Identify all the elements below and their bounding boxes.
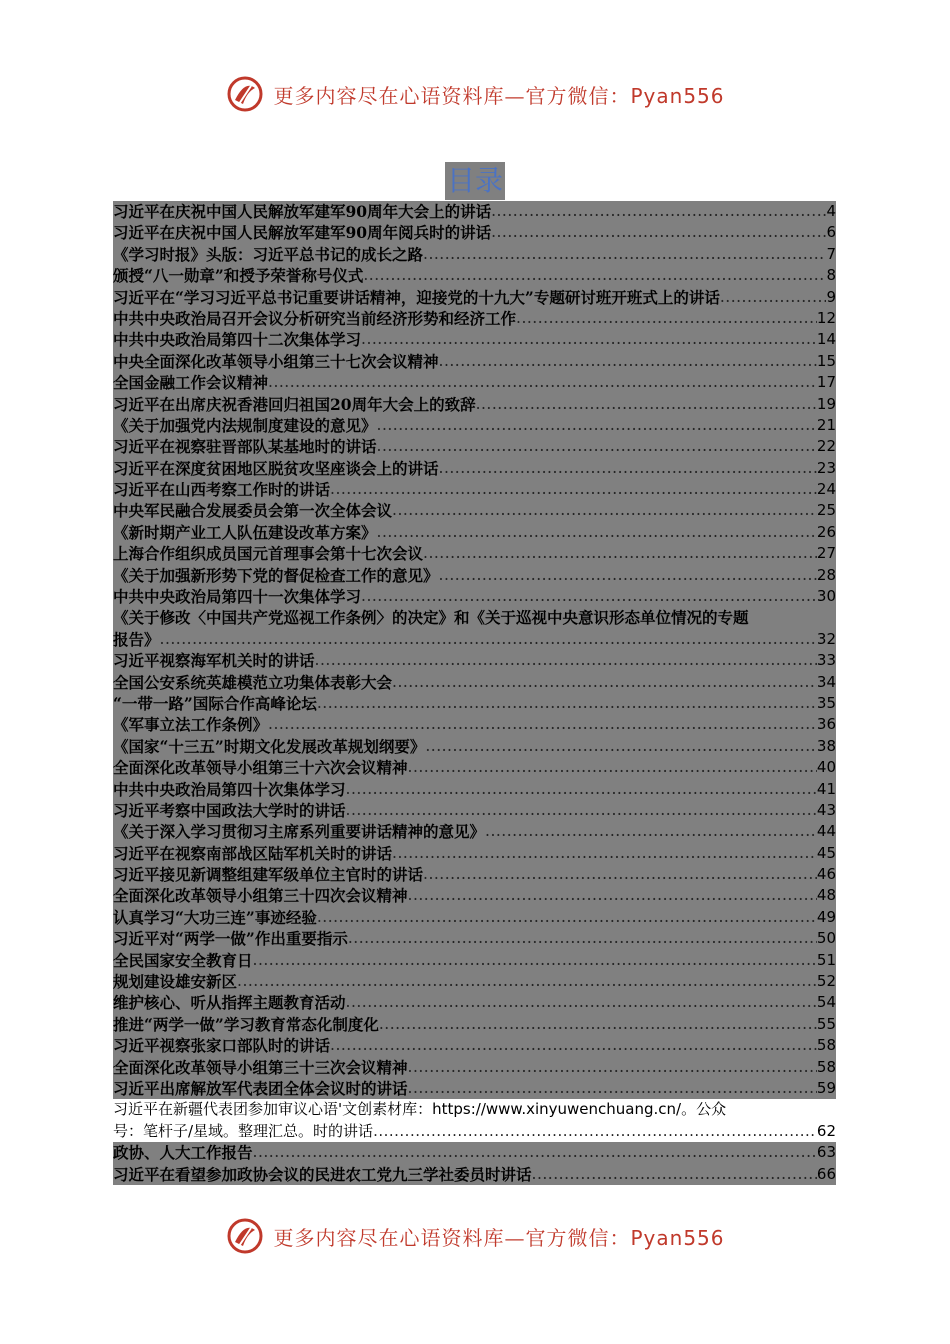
toc-leader-dots <box>361 329 817 350</box>
toc-page-number: 50 <box>816 929 836 948</box>
toc-entry-title: 习近平接见新调整组建军级单位主官时的讲话 <box>113 865 424 885</box>
toc-entry-title: 习近平在视察南部战区陆军机关时的讲话 <box>113 843 393 863</box>
toc-entry-title: 全面深化改革领导小组第三十六次会议精神 <box>113 758 408 778</box>
toc-entry-title: 《关于加强新形势下党的督促检查工作的意见》 <box>113 565 439 585</box>
toc-entry-title: 推进“两学一做”学习教育常态化制度化 <box>113 1014 379 1034</box>
toc-leader-dots <box>476 394 817 415</box>
toc-entry-title: 全面深化改革领导小组第三十四次会议精神 <box>113 886 408 906</box>
toc-leader-dots <box>315 650 817 671</box>
toc-page-number: 8 <box>826 266 836 285</box>
toc-entry[interactable] <box>113 886 836 907</box>
toc-entry[interactable] <box>113 1014 836 1035</box>
toc-page-number: 14 <box>816 330 836 349</box>
toc-title-wrap <box>0 162 950 200</box>
toc-page-number: 32 <box>816 629 836 648</box>
toc-page-number: 19 <box>816 394 836 413</box>
toc-entry-line[interactable] <box>113 607 836 628</box>
toc-entry[interactable] <box>113 928 836 949</box>
toc-entry[interactable] <box>113 265 836 286</box>
toc-leader-dots <box>361 586 817 607</box>
toc-entry-title: 习近平视察张家口部队时的讲话 <box>113 1036 331 1056</box>
toc-entry[interactable] <box>113 629 836 650</box>
toc-entry-title: 习近平在视察驻晋部队某基地时的讲话 <box>113 437 377 457</box>
toc-page-number: 44 <box>816 822 836 841</box>
toc-entry[interactable] <box>113 779 836 800</box>
toc-entry-title: 颁授“八一勋章”和授予荣誉称号仪式 <box>113 266 364 286</box>
toc-page-number: 58 <box>816 1036 836 1055</box>
toc-leader-dots <box>363 265 826 286</box>
toc-entry[interactable] <box>113 950 836 971</box>
footer-banner-text: 更多内容尽在心语资料库—官方微信：Pyan556 <box>273 1225 725 1250</box>
toc-entry-title: 号：笔杆子/星域。整理汇总。时的讲话 <box>113 1121 374 1140</box>
toc-leader-dots <box>423 543 817 564</box>
toc-leader-dots <box>491 222 826 243</box>
toc-page-number: 34 <box>816 672 836 691</box>
toc-page-number: 41 <box>816 779 836 798</box>
toc-leader-dots <box>317 693 817 714</box>
toc-entry[interactable] <box>113 565 836 586</box>
toc-page-number: 46 <box>816 865 836 884</box>
toc-entry[interactable] <box>113 543 836 564</box>
toc-page-number: 45 <box>816 843 836 862</box>
toc-entry[interactable] <box>113 522 836 543</box>
toc-leader-dots <box>373 1121 817 1142</box>
toc-entry[interactable] <box>113 1164 836 1185</box>
toc-entry-title: 中共中央政治局第四十次集体学习 <box>113 779 346 799</box>
toc-entry-title: 习近平考察中国政法大学时的讲话 <box>113 800 346 820</box>
toc-entry[interactable] <box>113 992 836 1013</box>
toc-entry[interactable] <box>113 1078 836 1099</box>
toc-entry[interactable] <box>113 394 836 415</box>
toc-entry-title: 习近平在出席庆祝香港回归祖国20周年大会上的致辞 <box>113 394 476 414</box>
toc-entry[interactable] <box>113 843 836 864</box>
toc-entry[interactable] <box>113 329 836 350</box>
xinyu-logo-icon <box>225 74 265 114</box>
toc-page-number: 7 <box>826 244 836 263</box>
toc-entry-title: 习近平在庆祝中国人民解放军建军90周年大会上的讲话 <box>113 201 492 221</box>
toc-leader-dots <box>408 1057 817 1078</box>
toc-leader-dots <box>346 800 817 821</box>
toc-page-number: 27 <box>816 544 836 563</box>
footer-banner <box>0 1212 950 1260</box>
toc-page-number: 66 <box>816 1164 836 1183</box>
toc-entry[interactable] <box>113 800 836 821</box>
toc-page-number: 40 <box>816 758 836 777</box>
toc-leader-dots <box>160 629 817 650</box>
toc-leader-dots <box>268 372 817 393</box>
toc-entry[interactable] <box>113 244 836 265</box>
toc-entry[interactable] <box>113 479 836 500</box>
toc-entry-title: 习近平在深度贫困地区脱贫攻坚座谈会上的讲话 <box>113 458 439 478</box>
toc-entry[interactable] <box>113 1035 836 1056</box>
toc-leader-dots <box>348 928 817 949</box>
toc-leader-dots <box>392 672 817 693</box>
toc-page-number: 52 <box>816 972 836 991</box>
toc-leader-dots <box>392 843 817 864</box>
toc-entry[interactable] <box>113 1121 836 1142</box>
toc-entry-title: 习近平出席解放军代表团全体会议时的讲话 <box>113 1079 408 1098</box>
toc-page-number: 30 <box>816 587 836 606</box>
toc-entry[interactable] <box>113 736 836 757</box>
toc-entry-title: 认真学习“大功三连”事迹经验 <box>113 907 317 927</box>
toc-entry-title: 全面深化改革领导小组第三十三次会议精神 <box>113 1057 408 1077</box>
toc-entry[interactable] <box>113 308 836 329</box>
toc-entry-title: 中共中央政治局第四十一次集体学习 <box>113 587 362 607</box>
toc-entry-title: 习近平对“两学一做”作出重要指示 <box>113 929 348 949</box>
toc-leader-dots <box>346 779 817 800</box>
toc-entry[interactable] <box>113 586 836 607</box>
toc-entry-title: 习近平在山西考察工作时的讲话 <box>113 480 331 500</box>
toc-page-number: 36 <box>816 715 836 734</box>
toc-page-number: 48 <box>816 886 836 905</box>
toc-page-number: 12 <box>816 308 836 327</box>
toc-leader-dots <box>491 201 826 222</box>
header-banner-text: 更多内容尽在心语资料库—官方微信：Pyan556 <box>273 83 725 108</box>
toc-page-number: 58 <box>816 1057 836 1076</box>
toc-entry[interactable] <box>113 458 836 479</box>
toc-entry-title: 习近平在庆祝中国人民解放军建军90周年阅兵时的讲话 <box>113 223 492 243</box>
toc-leader-dots <box>532 1164 817 1185</box>
toc-page-number: 63 <box>816 1143 836 1162</box>
toc-entry-title: 《关于加强党内法规制度建设的意见》 <box>113 415 377 435</box>
toc-leader-dots <box>253 1142 817 1163</box>
toc-leader-dots <box>439 458 817 479</box>
toc-leader-dots <box>268 714 817 735</box>
table-of-contents <box>113 201 836 1185</box>
toc-entry-title: 习近平在新疆代表团参加审议心语'文创素材库：https://www.xinyuwenchuang.cn/。公众 <box>113 1100 727 1119</box>
toc-entry-title: 政协、人大工作报告 <box>113 1143 253 1163</box>
toc-entry[interactable] <box>113 821 836 842</box>
toc-entry[interactable] <box>113 222 836 243</box>
toc-leader-dots <box>379 1014 817 1035</box>
toc-entry[interactable] <box>113 372 836 393</box>
toc-entry-title: “一带一路”国际合作高峰论坛 <box>113 693 317 713</box>
toc-page-number: 22 <box>816 437 836 456</box>
toc-page-number: 59 <box>816 1079 836 1097</box>
toc-entry[interactable] <box>113 971 836 992</box>
toc-page-number: 54 <box>816 993 836 1012</box>
toc-page-number: 49 <box>816 907 836 926</box>
toc-page-number: 38 <box>816 736 836 755</box>
toc-entry[interactable] <box>113 201 836 222</box>
toc-entry[interactable] <box>113 500 836 521</box>
toc-leader-dots <box>392 500 817 521</box>
toc-leader-dots <box>346 992 817 1013</box>
toc-leader-dots <box>408 1078 817 1099</box>
toc-entry[interactable] <box>113 287 836 308</box>
toc-entry-title: 习近平视察海军机关时的讲话 <box>113 651 315 671</box>
toc-entry-title: 习近平在看望参加政协会议的民进农工党九三学社委员时讲话 <box>113 1164 532 1184</box>
toc-page-number: 25 <box>816 501 836 520</box>
toc-leader-dots <box>423 864 817 885</box>
toc-leader-dots <box>439 565 817 586</box>
toc-entry-title: 中央全面深化改革领导小组第三十七次会议精神 <box>113 351 439 371</box>
toc-leader-dots <box>485 821 817 842</box>
toc-entry[interactable] <box>113 864 836 885</box>
toc-leader-dots <box>720 287 827 308</box>
toc-entry-title: 全民国家安全教育日 <box>113 950 253 970</box>
toc-leader-dots <box>317 907 817 928</box>
toc-entry-title: 报告》 <box>113 629 160 649</box>
toc-entry-title: 全国公安系统英雄模范立功集体表彰大会 <box>113 672 393 692</box>
toc-page-number: 21 <box>816 415 836 434</box>
toc-leader-dots <box>377 415 817 436</box>
toc-leader-dots <box>253 950 817 971</box>
toc-leader-dots <box>408 886 817 907</box>
toc-leader-dots <box>425 736 817 757</box>
toc-leader-dots <box>377 436 817 457</box>
toc-entry-title: 中共中央政治局第四十二次集体学习 <box>113 330 362 350</box>
toc-entry[interactable] <box>113 672 836 693</box>
toc-page-number: 9 <box>826 287 836 306</box>
toc-entry[interactable] <box>113 436 836 457</box>
toc-leader-dots <box>439 351 817 372</box>
toc-page-number: 24 <box>816 480 836 499</box>
toc-entry-title: 规划建设雄安新区 <box>113 972 238 992</box>
toc-entry-title: 《军事立法工作条例》 <box>113 715 269 735</box>
toc-page-number: 4 <box>826 201 836 220</box>
toc-entry[interactable] <box>113 714 836 735</box>
toc-leader-dots <box>330 1035 817 1056</box>
toc-leader-dots <box>377 522 817 543</box>
toc-entry-title: 维护核心、听从指挥主题教育活动 <box>113 993 346 1013</box>
toc-leader-dots <box>330 479 817 500</box>
toc-entry-title: 习近平在“学习习近平总书记重要讲话精神，迎接党的十九大”专题研讨班开班式上的讲话 <box>113 287 720 307</box>
toc-page-number: 62 <box>816 1121 836 1140</box>
toc-page-number: 28 <box>816 565 836 584</box>
toc-entry-title: 《关于深入学习贯彻习主席系列重要讲话精神的意见》 <box>113 822 486 842</box>
xinyu-logo-icon <box>225 1216 265 1256</box>
toc-entry[interactable] <box>113 650 836 671</box>
toc-page-number: 26 <box>816 522 836 541</box>
toc-entry[interactable] <box>113 351 836 372</box>
toc-entry-title: 《学习时报》头版：习近平总书记的成长之路 <box>113 244 424 264</box>
toc-entry[interactable] <box>113 907 836 928</box>
toc-entry-title: 全国金融工作会议精神 <box>113 373 269 393</box>
toc-page-number: 33 <box>816 651 836 670</box>
toc-page-number: 55 <box>816 1014 836 1033</box>
toc-leader-dots <box>423 244 826 265</box>
toc-entry-title: 中共中央政治局召开会议分析研究当前经济形势和经济工作 <box>113 308 517 328</box>
toc-page-number: 15 <box>816 351 836 370</box>
toc-page-number: 17 <box>816 373 836 392</box>
toc-entry[interactable] <box>113 693 836 714</box>
toc-title: 目录 <box>445 162 505 200</box>
toc-page-number: 23 <box>816 458 836 477</box>
toc-leader-dots <box>237 971 817 992</box>
toc-entry-title: 中央军民融合发展委员会第一次全体会议 <box>113 501 393 521</box>
toc-page-number: 43 <box>816 800 836 819</box>
toc-leader-dots <box>516 308 817 329</box>
toc-entry-line[interactable] <box>113 1099 836 1120</box>
toc-entry[interactable] <box>113 757 836 778</box>
toc-entry-title: 上海合作组织成员国元首理事会第十七次会议 <box>113 544 424 564</box>
toc-entry-title: 《国家“十三五”时期文化发展改革规划纲要》 <box>113 736 426 756</box>
toc-entry-title: 《新时期产业工人队伍建设改革方案》 <box>113 522 377 542</box>
toc-page-number: 51 <box>816 950 836 969</box>
toc-leader-dots <box>408 757 817 778</box>
toc-page-number: 6 <box>826 223 836 242</box>
toc-entry[interactable] <box>113 1142 836 1163</box>
toc-entry[interactable] <box>113 415 836 436</box>
toc-entry-title: 《关于修改〈中国共产党巡视工作条例〉的决定》和《关于巡视中央意识形态单位情况的专题 <box>113 608 749 628</box>
header-banner <box>0 70 950 118</box>
toc-entry[interactable] <box>113 1057 836 1078</box>
toc-page-number: 35 <box>816 693 836 712</box>
